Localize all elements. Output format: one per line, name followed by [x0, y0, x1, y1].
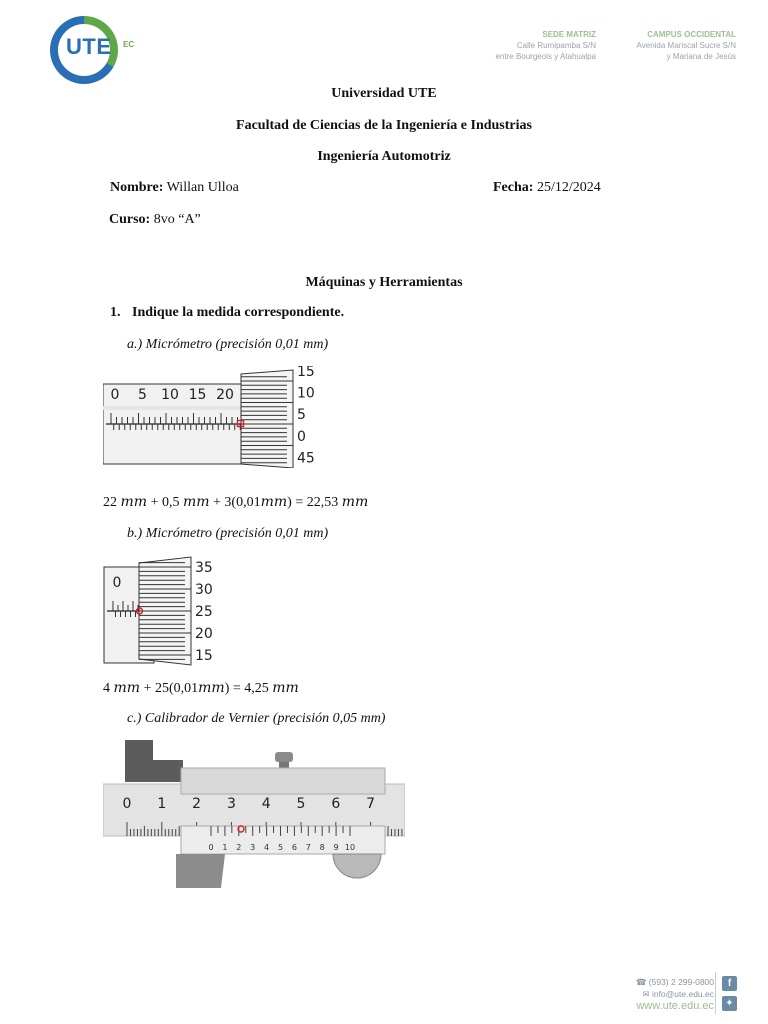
thimble-number: 25	[195, 604, 213, 620]
sleeve-number: 5	[138, 387, 147, 403]
vernier-fixed-jaw	[125, 740, 183, 782]
sleeve-number: 20	[216, 387, 234, 403]
sleeve-number: 15	[188, 387, 207, 403]
vernier-scale-number: 9	[333, 843, 339, 852]
name-value: Willan Ulloa	[166, 180, 239, 195]
question-text: Indique la medida correspondiente.	[132, 305, 345, 320]
vernier-scale-number: 0	[208, 843, 214, 852]
answer-b-op2: ) = 4,25	[224, 681, 269, 696]
answer-b-u1: mm	[113, 680, 141, 696]
thimble-number: 15	[195, 648, 213, 664]
vernier-scale-number: 2	[236, 843, 242, 852]
item-c-heading	[127, 711, 385, 727]
footer-contact	[560, 976, 714, 1000]
subject-title: Máquinas y Herramientas	[305, 275, 463, 290]
footer-website[interactable]: www.ute.edu.ec	[636, 1000, 714, 1012]
vernier-scale-number: 5	[277, 843, 284, 852]
item-a-label: a.)	[127, 337, 143, 352]
address-main-line1: Calle Rumipamba S/N	[516, 41, 596, 50]
logo-text: UTE	[66, 34, 112, 59]
address-campus	[598, 29, 736, 62]
mail-icon: ✉	[642, 989, 652, 999]
thimble-number: 15	[297, 366, 315, 380]
item-b-heading	[127, 526, 328, 542]
item-b-answer	[103, 680, 299, 697]
answer-a-n1: 22	[103, 495, 117, 510]
vernier-depth-wheel	[333, 854, 381, 878]
footer-phone: ☎ (593) 2 299-0800	[635, 977, 714, 987]
thimble-number: 20	[195, 626, 213, 642]
address-main-title: SEDE MATRIZ	[542, 30, 596, 39]
main-scale-number: 0	[122, 796, 132, 812]
item-b-label: b.)	[127, 526, 143, 541]
date-label: Fecha:	[493, 180, 534, 195]
footer-divider	[715, 972, 716, 1014]
main-scale-number: 4	[261, 796, 271, 812]
document-date	[493, 180, 601, 196]
address-campus-line2: y Mariana de Jesús	[666, 52, 736, 61]
item-a-answer	[103, 494, 368, 511]
item-c-title: Calibrador de Vernier (precisión 0,05 mm)	[144, 711, 386, 726]
answer-a-u2: mm	[182, 494, 210, 510]
name-label: Nombre:	[110, 180, 164, 195]
course-label: Curso:	[109, 212, 151, 227]
faculty-title: Facultad de Ciencias de la Ingeniería e Industrias	[236, 118, 532, 133]
date-value: 25/12/2024	[536, 180, 601, 195]
address-main	[440, 29, 596, 62]
answer-b-n1: 4	[103, 681, 110, 696]
vernier-thumb-screw	[275, 752, 293, 762]
question-number: 1.	[110, 305, 121, 320]
item-a-heading	[127, 337, 328, 353]
answer-a-u1: mm	[120, 494, 148, 510]
vernier-scale-number: 8	[319, 843, 325, 852]
twitter-icon[interactable]: ✦	[722, 996, 737, 1011]
student-name	[110, 180, 239, 196]
vernier-scale-number: 1	[222, 843, 228, 852]
sleeve-number: 0	[110, 387, 120, 403]
item-c-label: c.)	[127, 711, 142, 726]
answer-a-op1: + 0,5	[150, 495, 180, 510]
course-value: 8vo “A”	[153, 212, 201, 227]
vernier-lower-jaw	[176, 854, 225, 888]
thimble-number: 0	[297, 428, 306, 445]
address-campus-line1: Avenida Mariscal Sucre S/N	[636, 41, 736, 50]
thimble-number: 5	[297, 407, 306, 424]
answer-a-op3: ) = 22,53	[287, 495, 339, 510]
answer-a-op2: + 3(0,01	[213, 495, 261, 510]
thimble-number: 30	[195, 582, 213, 598]
micrometer-a-thimble	[241, 370, 293, 468]
answer-b-u2: mm	[198, 680, 225, 696]
vernier-scale-number: 7	[305, 843, 311, 852]
thimble-number: 35	[195, 560, 213, 576]
course	[109, 212, 201, 228]
vernier-scale-number: 6	[291, 843, 297, 852]
university-title: Universidad UTE	[331, 86, 437, 101]
main-scale-number: 2	[192, 796, 202, 812]
answer-b-u3: mm	[272, 680, 299, 696]
item-a-title: Micrómetro (precisión 0,01 mm)	[145, 337, 329, 352]
career-title: Ingeniería Automotriz	[317, 149, 451, 164]
vernier-scale-number: 10	[344, 843, 356, 852]
logo-suffix: EC	[123, 40, 135, 49]
micrometer-a-image	[103, 366, 337, 468]
vernier-image	[103, 740, 405, 888]
answer-b-op1: + 25(0,01	[143, 681, 199, 696]
answer-a-u3: mm	[260, 494, 288, 510]
thimble-number: 10	[297, 385, 315, 402]
micrometer-b-image	[103, 555, 223, 667]
facebook-icon[interactable]: f	[722, 976, 737, 991]
address-campus-title: CAMPUS OCCIDENTAL	[647, 30, 736, 39]
address-main-line2: entre Bourgeois y Atahualpa	[495, 52, 596, 61]
main-scale-number: 3	[226, 796, 236, 812]
main-scale-number: 6	[331, 796, 341, 812]
main-scale-number: 1	[157, 796, 167, 812]
vernier-scale-number: 3	[250, 843, 256, 852]
sleeve-number: 0	[112, 575, 122, 591]
item-b-title: Micrómetro (precisión 0,01 mm)	[145, 526, 329, 541]
vernier-scale-number: 4	[264, 843, 270, 852]
footer-email: ✉ info@ute.edu.ec	[642, 989, 714, 999]
question-heading	[110, 305, 344, 321]
main-scale-number: 5	[296, 796, 306, 812]
vernier-slider-housing	[181, 768, 385, 794]
phone-icon: ☎	[635, 977, 649, 987]
main-scale-number: 7	[366, 796, 376, 812]
answer-a-u4: mm	[341, 494, 369, 510]
sleeve-number: 10	[161, 387, 179, 403]
header	[0, 0, 768, 90]
thimble-number: 45	[297, 450, 315, 467]
